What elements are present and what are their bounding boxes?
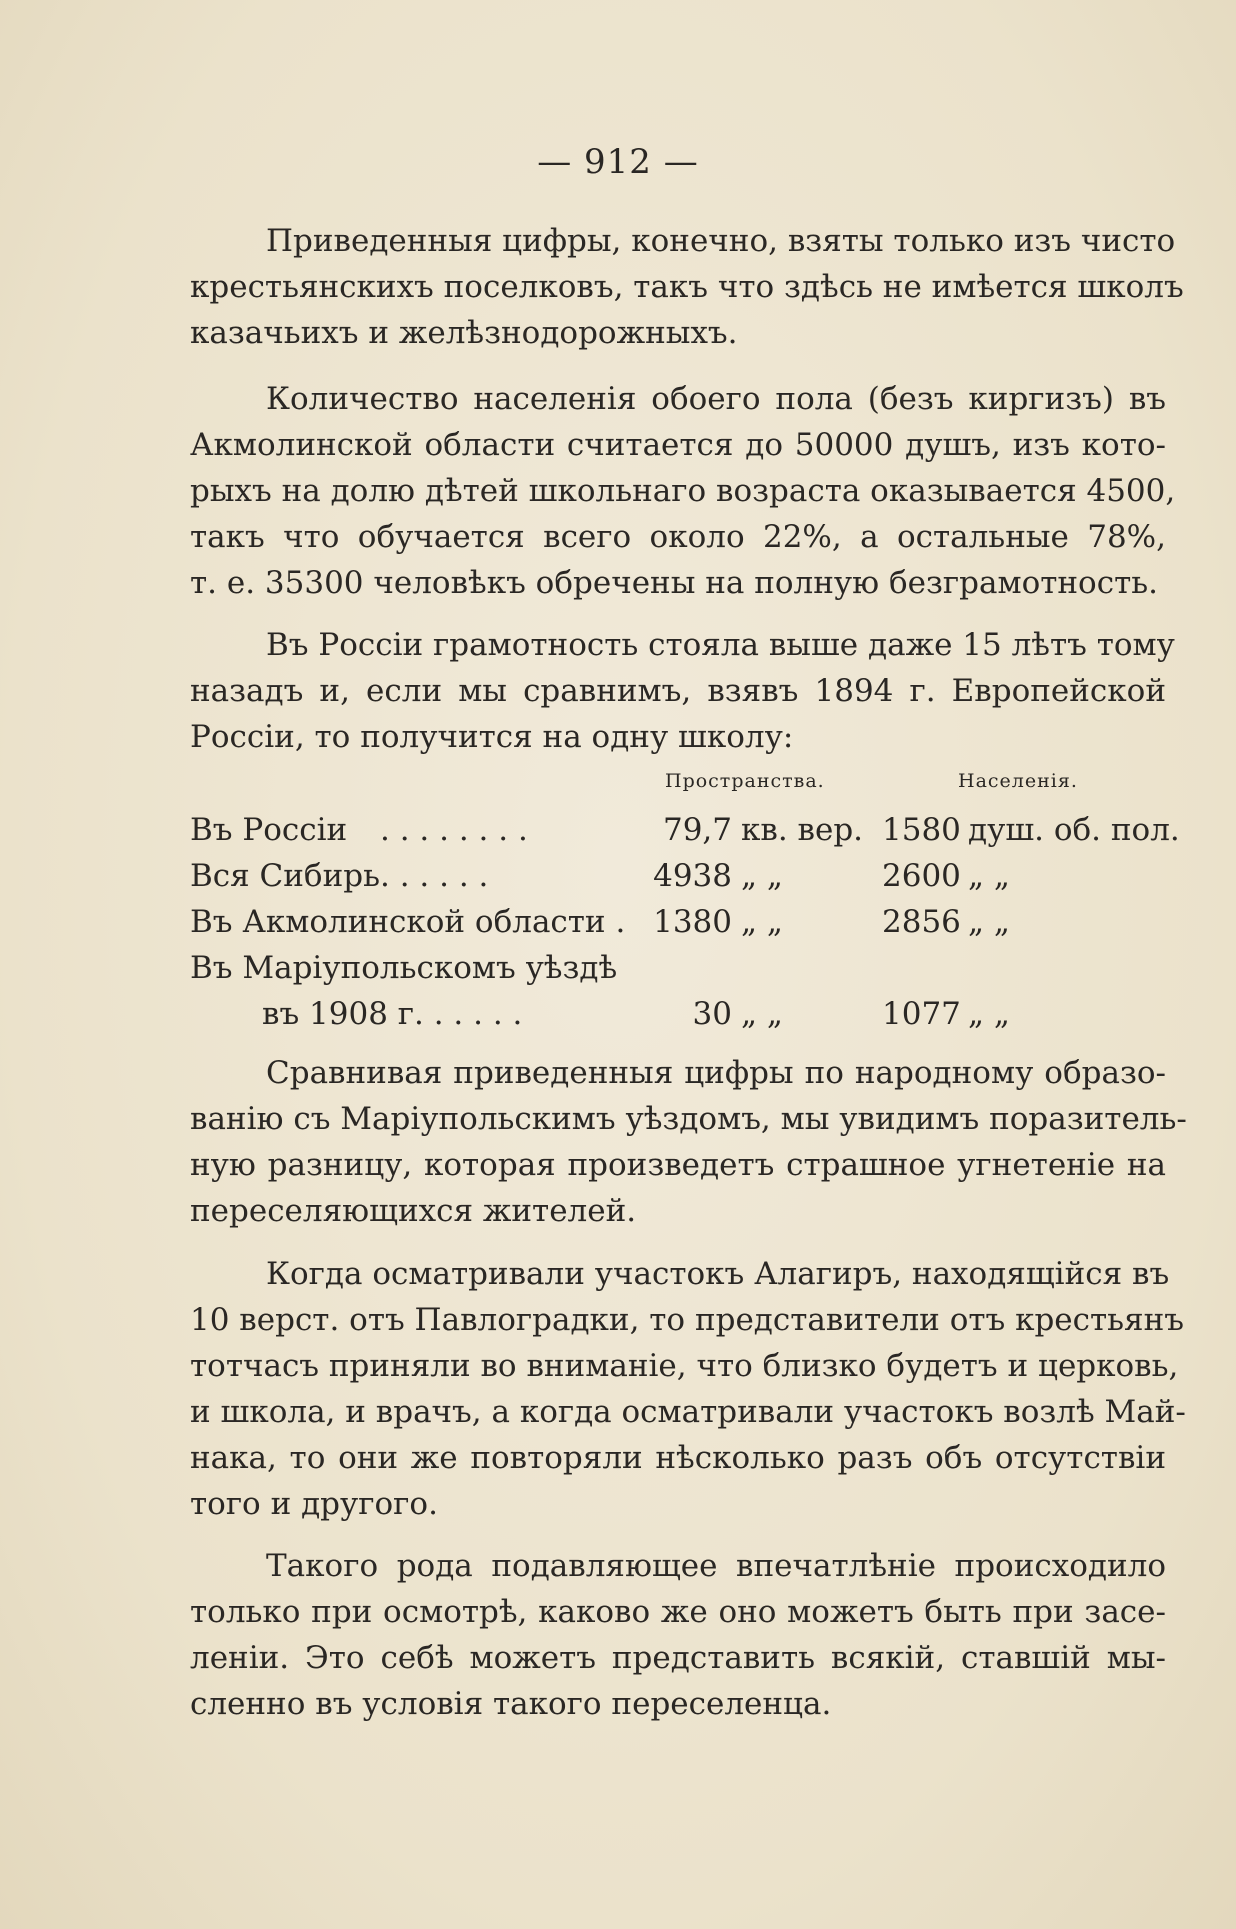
row-area-unit: „ „ xyxy=(741,996,783,1032)
paragraph-3 xyxy=(190,622,1175,760)
text-line: Количество населенія обоего пола (безъ киргизъ) въ xyxy=(266,381,1166,417)
row-name: Въ Маріупольскомъ уѣздѣ xyxy=(190,950,618,986)
paragraph-5 xyxy=(190,1251,1186,1527)
text-line: переселяющихся жителей. xyxy=(190,1193,637,1229)
row-name: въ 1908 г. . . . . . xyxy=(262,996,523,1032)
header-space: Пространства. xyxy=(665,770,825,792)
text-line: Когда осматривали участокъ Алагиръ, находящійся въ xyxy=(266,1256,1170,1292)
row-dots: . . . . . . xyxy=(380,858,489,894)
row-population: 1580 xyxy=(882,812,961,848)
row-population-unit: „ „ xyxy=(968,904,1010,940)
text-line: того и другого. xyxy=(190,1486,438,1522)
table-row xyxy=(190,945,1166,991)
text-line: Акмолинской области считается до 50000 душъ, изъ кото- xyxy=(190,427,1166,463)
text-line: крестьянскихъ поселковъ, такъ что здѣсь не имѣется школъ xyxy=(190,269,1184,305)
text-line: нака, то они же повторяли нѣсколько разъ объ отсутствіи xyxy=(190,1440,1166,1476)
text-line: рыхъ на долю дѣтей школьнаго возраста оказывается 4500, xyxy=(190,473,1176,509)
text-line: Сравнивая приведенныя цифры по народному образо- xyxy=(266,1055,1166,1091)
table-row xyxy=(190,807,1180,853)
text-line: ванію съ Маріупольскимъ уѣздомъ, мы увидимъ поразитель- xyxy=(190,1101,1187,1137)
text-line: т. е. 35300 человѣкъ обречены на полную безграмотность. xyxy=(190,565,1158,601)
statistics-table xyxy=(190,807,1180,1037)
row-area: 79,7 xyxy=(662,812,732,848)
row-name: Въ Акмолинской области . xyxy=(190,904,626,940)
text-line: казачьихъ и желѣзнодорожныхъ. xyxy=(190,315,738,351)
row-population: 1077 xyxy=(882,996,961,1032)
text-line: леніи. Это себѣ можетъ представить всякій, ставшій мы- xyxy=(190,1640,1166,1676)
text-line: Въ Россіи грамотность стояла выше даже 15 лѣтъ тому xyxy=(266,627,1175,663)
row-name: Въ Россіи xyxy=(190,812,348,848)
paragraph-1 xyxy=(190,218,1184,356)
row-population-unit: „ „ xyxy=(968,996,1010,1032)
text-line: 10 верст. отъ Павлоградки, то представители отъ крестьянъ xyxy=(190,1302,1184,1338)
row-population-unit: „ „ xyxy=(968,858,1010,894)
table-row xyxy=(190,899,1166,945)
row-area: 30 xyxy=(692,996,732,1032)
text-line: такъ что обучается всего около 22%, а остальные 78%, xyxy=(190,519,1166,555)
paragraph-4 xyxy=(190,1050,1187,1234)
paragraph-2 xyxy=(190,376,1176,606)
header-population: Населенія. xyxy=(958,770,1078,792)
row-population-unit: душ. об. пол. xyxy=(968,812,1180,848)
page-number: — 912 — xyxy=(537,142,699,182)
text-line: сленно въ условія такого переселенца. xyxy=(190,1686,832,1722)
row-area: 4938 xyxy=(653,858,732,894)
row-area-unit: „ „ xyxy=(741,904,783,940)
paragraph-6 xyxy=(190,1543,1166,1727)
row-name: Вся Сибирь xyxy=(190,858,380,894)
text-line: Такого рода подавляющее впечатлѣніе происходило xyxy=(266,1548,1166,1584)
text-line: Приведенныя цифры, конечно, взяты только изъ чисто xyxy=(266,223,1176,259)
table-row xyxy=(190,991,1166,1037)
row-dots: . . . . . . . . xyxy=(380,812,528,848)
text-line: тотчасъ приняли во вниманіе, что близко будетъ и церковь, xyxy=(190,1348,1179,1384)
row-area-unit: кв. вер. xyxy=(741,812,864,848)
text-line: и школа, и врачъ, а когда осматривали участокъ возлѣ Май- xyxy=(190,1394,1186,1430)
text-line: назадъ и, если мы сравнимъ, взявъ 1894 г. Европейской xyxy=(190,673,1166,709)
text-line: ную разницу, которая произведетъ страшное угнетеніе на xyxy=(190,1147,1166,1183)
row-area: 1380 xyxy=(653,904,732,940)
row-area-unit: „ „ xyxy=(741,858,783,894)
row-population: 2856 xyxy=(882,904,961,940)
text-line: Россіи, то получится на одну школу: xyxy=(190,719,794,755)
text-line: только при осмотрѣ, каково же оно можетъ быть при засе- xyxy=(190,1594,1166,1630)
row-population: 2600 xyxy=(882,858,961,894)
table-row xyxy=(190,853,1166,899)
table-header xyxy=(190,770,1166,800)
